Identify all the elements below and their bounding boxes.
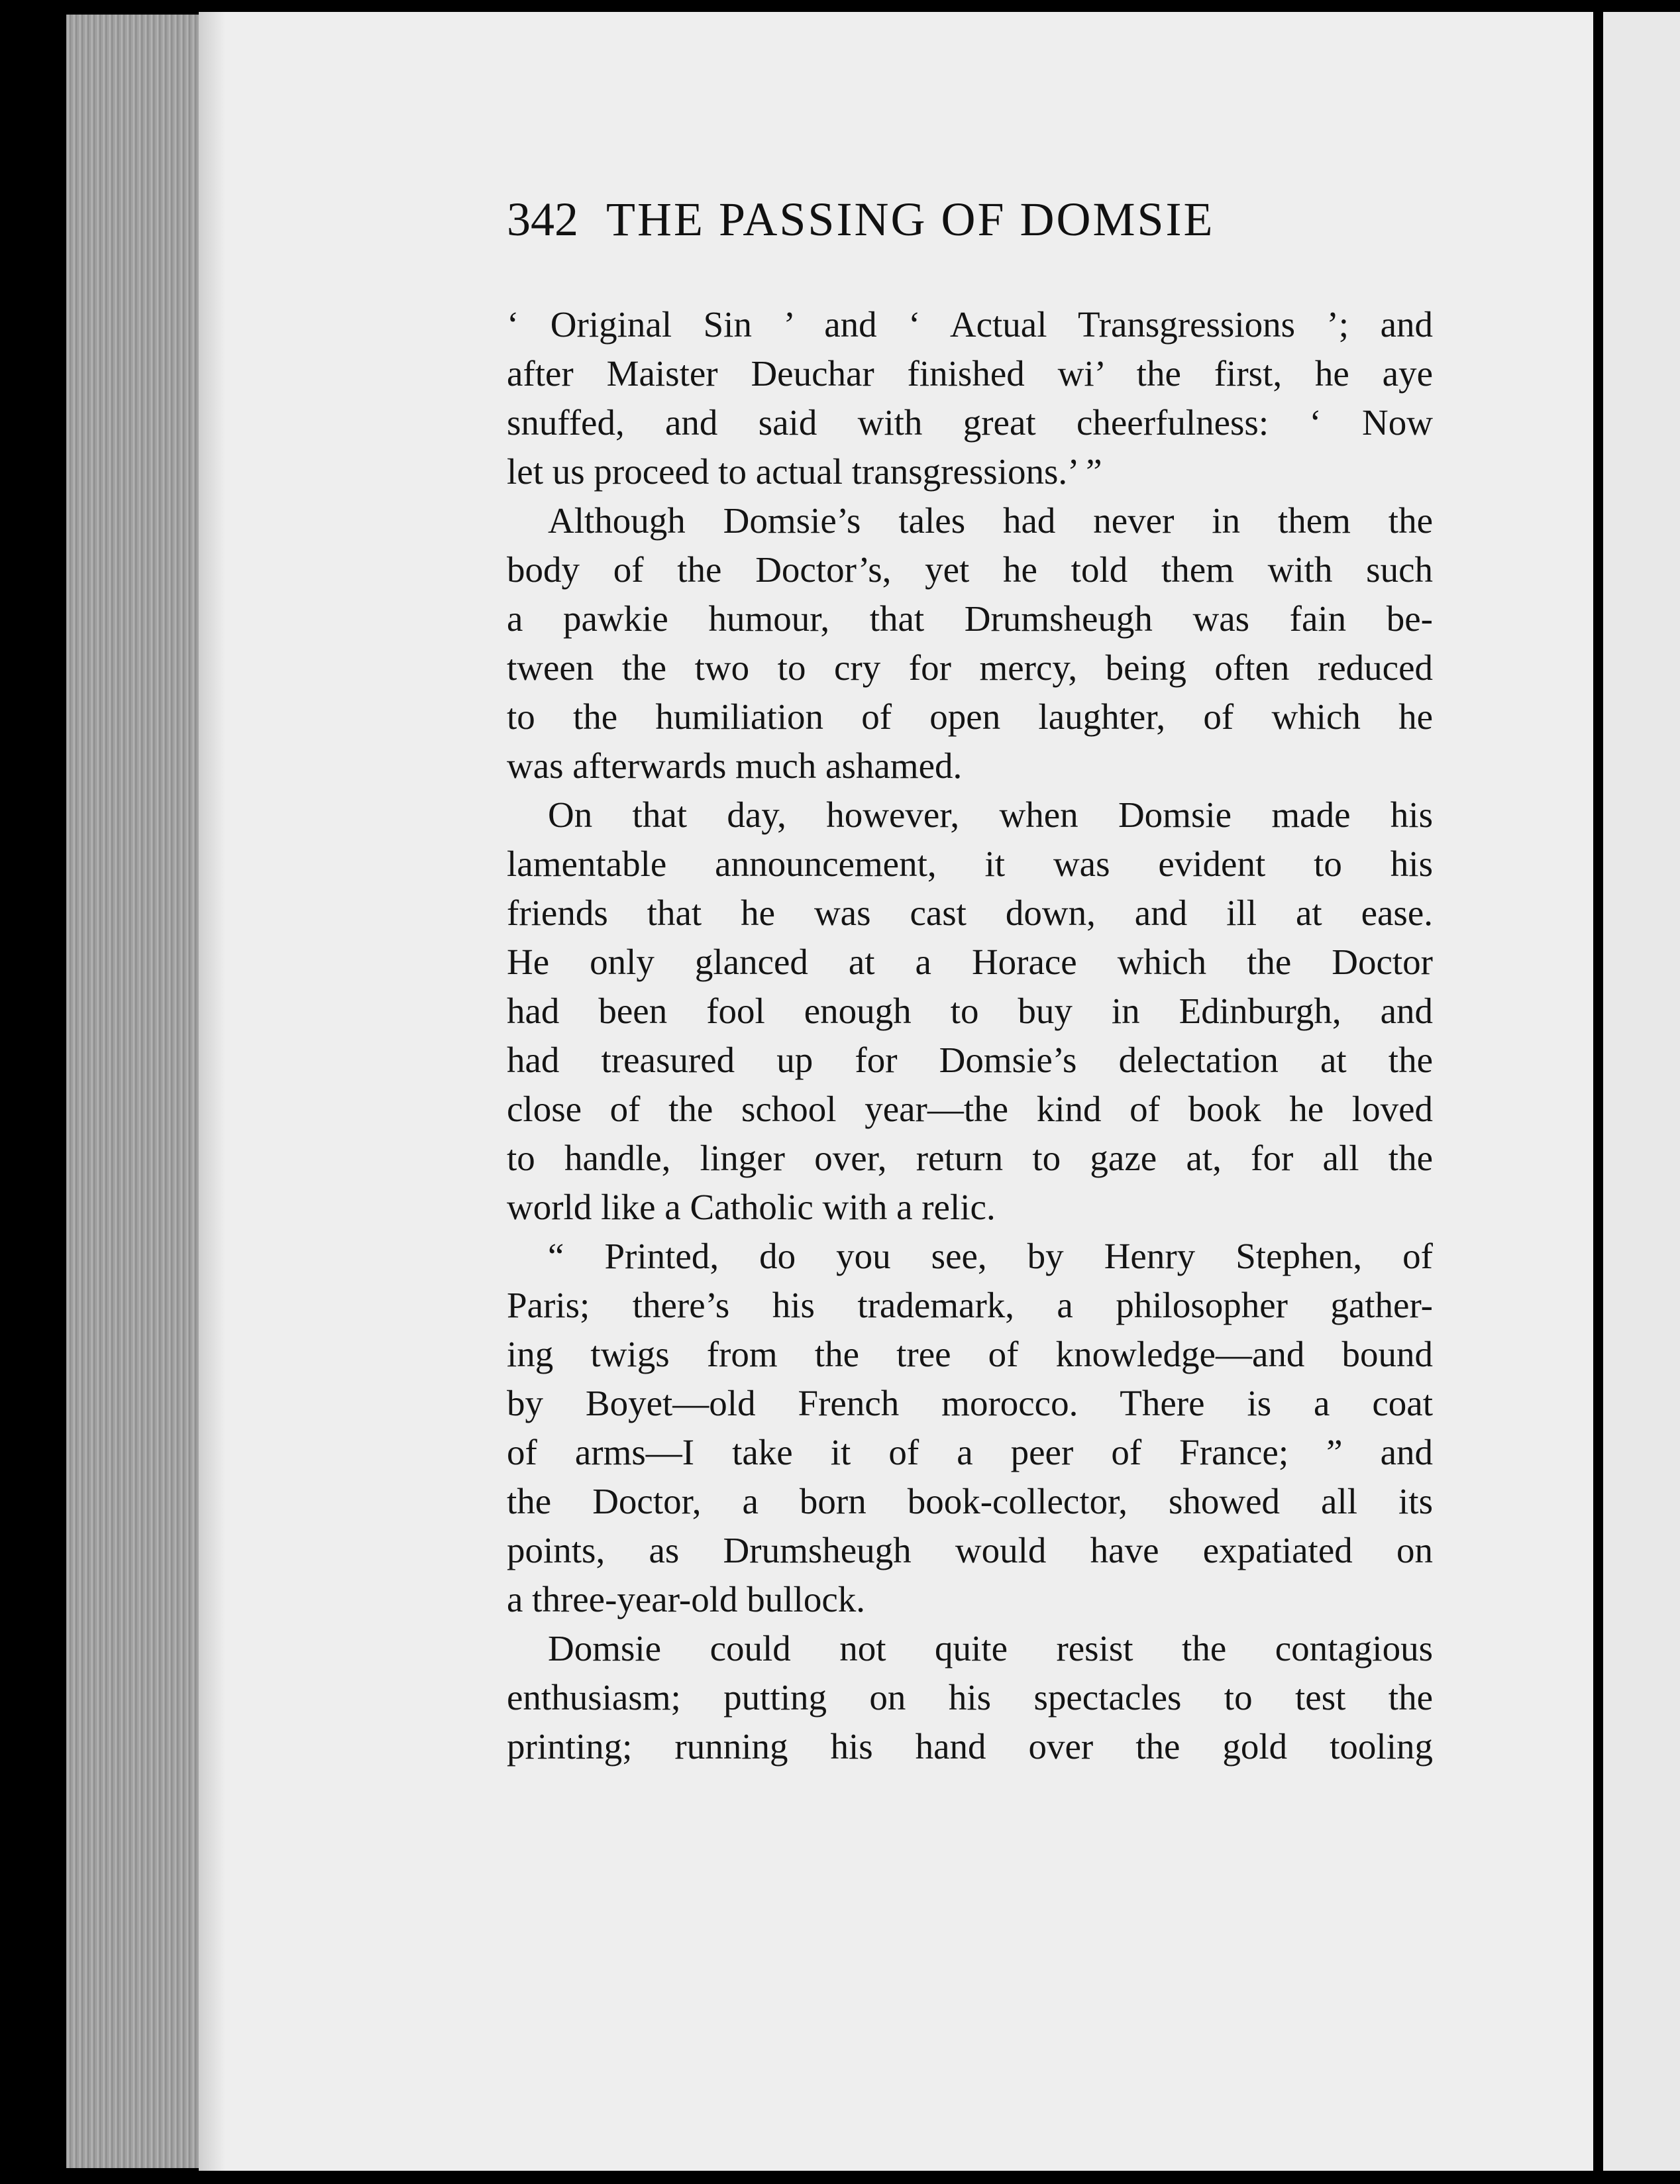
text-line: world like a Catholic with a relic. bbox=[507, 1187, 996, 1227]
running-header bbox=[507, 192, 1322, 265]
text-line: points, as Drumsheugh would have expatiated on bbox=[507, 1530, 1433, 1570]
paragraph-first-line: On that day, however, when Domsie made his bbox=[548, 794, 1433, 835]
running-title: THE PASSING OF DOMSIE bbox=[606, 193, 1215, 246]
paragraph-first-line: Although Domsie’s tales had never in them the bbox=[548, 500, 1433, 541]
text-line: body of the Doctor’s, yet he told them with such bbox=[507, 549, 1433, 590]
text-line: ing twigs from the tree of knowledge—and bound bbox=[507, 1334, 1433, 1374]
text-line: had treasured up for Domsie’s delectation at the bbox=[507, 1040, 1433, 1080]
text-line: close of the school year—the kind of book he loved bbox=[507, 1089, 1433, 1129]
text-line: lamentable announcement, it was evident to his bbox=[507, 844, 1433, 884]
text-line: friends that he was cast down, and ill at ease. bbox=[507, 893, 1433, 933]
text-line: Paris; there’s his trademark, a philosopher gather- bbox=[507, 1285, 1433, 1325]
text-line: to the humiliation of open laughter, of which he bbox=[507, 696, 1433, 737]
text-line: tween the two to cry for mercy, being often reduced bbox=[507, 647, 1433, 688]
text-line: the Doctor, a born book-collector, showed all its bbox=[507, 1481, 1433, 1521]
text-line: He only glanced at a Horace which the Doctor bbox=[507, 942, 1433, 982]
facing-page bbox=[1603, 12, 1680, 2171]
text-line: enthusiasm; putting on his spectacles to test the bbox=[507, 1677, 1433, 1718]
text-line: a three-year-old bullock. bbox=[507, 1579, 866, 1619]
text-line: ‘ Original Sin ’ and ‘ Actual Transgressions ’; and bbox=[507, 304, 1433, 345]
text-line: was afterwards much ashamed. bbox=[507, 745, 963, 786]
page-number: 342 bbox=[507, 193, 578, 246]
body-text bbox=[507, 300, 1433, 1771]
text-line: snuffed, and said with great cheerfulness: ‘ Now bbox=[507, 402, 1433, 443]
paragraph-first-line: Domsie could not quite resist the contagious bbox=[548, 1628, 1433, 1668]
text-line: of arms—I take it of a peer of France; ” and bbox=[507, 1432, 1433, 1472]
text-line: by Boyet—old French morocco. There is a coat bbox=[507, 1383, 1433, 1423]
text-line: a pawkie humour, that Drumsheugh was fain be- bbox=[507, 598, 1433, 639]
text-line: printing; running his hand over the gold tooling bbox=[507, 1726, 1433, 1767]
text-line: let us proceed to actual transgressions.’ ” bbox=[507, 451, 1102, 492]
text-line: after Maister Deuchar finished wi’ the first, he aye bbox=[507, 353, 1433, 394]
text-line: had been fool enough to buy in Edinburgh, and bbox=[507, 991, 1433, 1031]
paragraph-first-line: “ Printed, do you see, by Henry Stephen, of bbox=[548, 1236, 1433, 1276]
text-line: to handle, linger over, return to gaze at, for all the bbox=[507, 1138, 1433, 1178]
book-page-edges bbox=[66, 15, 219, 2168]
page-gutter-shadow bbox=[199, 12, 225, 2171]
